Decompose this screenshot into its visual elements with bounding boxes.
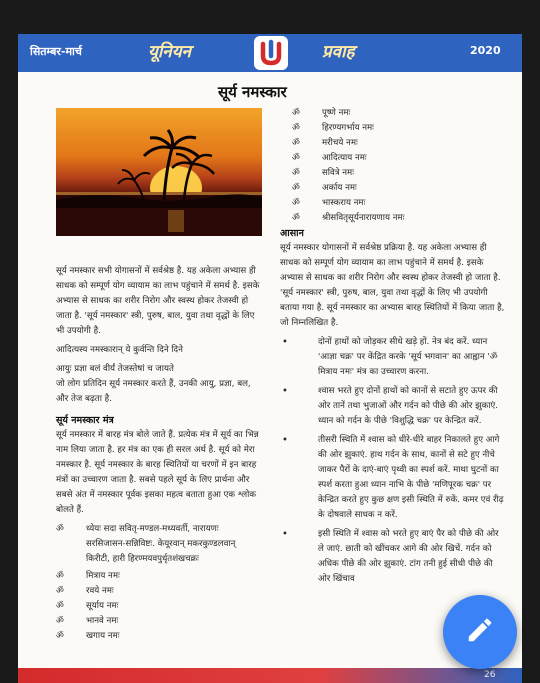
mantra-heading: सूर्य नमस्कार मंत्र [56, 415, 114, 426]
article-title: सूर्य नमस्कार [218, 83, 287, 101]
sanskrit-verse-1: आदित्यस्य नमस्कारान् ये कुर्वन्ति दिने दिने [56, 345, 183, 355]
benefit-paragraph: जो लोग प्रतिदिन सूर्य नमस्कार करते हैं, उनकी आयु, प्रज्ञा, बल, और तेज बढ़ता है. [56, 379, 251, 404]
dhyeya-line-3: किरीटी, हारी हिरण्मयवपुर्धृतशंखचक्रः [86, 554, 199, 564]
list-item: ॐ श्रीसवितृसूर्यनारायणाय नमः [292, 213, 405, 223]
list-item: ॐ पूष्णे नमः [292, 108, 351, 118]
list-item: • दोनों हाथों को जोड़कर सीधे खड़े हों. नेत्र बंद करें. ध्यान 'आज्ञा चक्र' पर केंद्रित करके 'सूर्य भगवान' का आह्वान 'ॐ मित्राय नमः' मंत्र का उच्चारण करना. [280, 335, 506, 380]
list-item: ॐ मित्राय नमः [56, 571, 120, 581]
issue-year: 2020 [470, 44, 501, 57]
list-item: ॐ भास्कराय नमः [292, 198, 366, 208]
list-item: ॐ रवये नमः [56, 586, 114, 596]
list-item: ॐ हिरण्यगर्भाय नमः [292, 123, 374, 133]
dhyeya-line-1: ध्येयः सदा सवितृ-मण्डल-मध्यवर्ती, नारायणः [86, 524, 219, 534]
om-symbol: ॐ [56, 524, 64, 534]
list-item: ॐ सूर्याय नमः [56, 601, 119, 611]
magazine-page [18, 34, 522, 683]
list-item: • तीसरी स्थिति में श्वास को धीरे-धीरे बाहर निकालते हुए आगे की ओर झुकाएं. हाथ गर्दन के साथ, कानों से सटे हुए नीचे जाकर पैरों के दाएं-बाएं पृथ्वी का स्पर्श करें. माथा घुटनों का स्पर्श करता हुआ ध्यान नाभि के पीछे 'मणिपूरक चक्र' पर केन्द्रित करते हुए कुछ क्षण इसी स्थिति में रुकें. कमर एवं रीढ़ के दोषवाले साधक न करें. [280, 433, 506, 523]
issue-period: सितम्बर-मार्च [30, 45, 82, 58]
list-item: ॐ सवित्रे नमः [292, 168, 354, 178]
dhyeya-block [56, 522, 262, 567]
brand-right: प्रवाह [322, 42, 355, 62]
list-item: • इसी स्थिति में श्वास को भरते हुए बाएं पैर को पीछे की ओर ले जाएं. छाती को खींचकर आगे की ओर खिचें. गर्दन को अधिक पीछे की ओर झुकाएं. टांग तनी हुई सीधी पीछे की ओर खिंचाव [280, 527, 506, 587]
page-number: 26 [484, 670, 496, 680]
right-column [280, 106, 506, 591]
mantra-list-left [56, 569, 262, 644]
intro-paragraph: सूर्य नमस्कार सभी योगासनों में सर्वश्रेष्ठ है. यह अकेला अभ्यास ही साधक को सम्पूर्ण योग व्यायाम का लाभ पहुंचाने में समर्थ है. इसके अभ्यास से साधक का शरीर निरोग और स्वस्थ होकर तेजस्वी हो जाता है. 'सूर्य नमस्कार' स्त्री, पुरुष, बाल, युवा तथा वृद्धों के लिए भी उपयोगी है. [56, 266, 260, 336]
mantra-paragraph: सूर्य नमस्कार में बारह मंत्र बोले जाते हैं. प्रत्येक मंत्र में सूर्य का भिन्न नाम लिया जाता है. हर मंत्र का एक ही सरल अर्थ है. सूर्य को मेरा नमस्कार है. सूर्य नमस्कार के बारह स्थितियों या चरणों में इन बारह मंत्रों का उच्चारण जाता है. सबसे पहले सूर्य के लिए प्रार्थना और सबसे अंत में नमस्कार पूर्वक इसका महत्व बताता हुआ एक श्लोक बोलते हैं. [56, 430, 259, 515]
brand-left: यूनियन [148, 42, 191, 62]
list-item: ॐ आदित्याय नमः [292, 153, 367, 163]
asana-paragraph: सूर्य नमस्कार योगासनों में सर्वश्रेष्ठ प्रक्रिया है. यह अकेला अभ्यास ही साधक को सम्पूर्ण योग व्यायाम का लाभ पहुंचाने में समर्थ है. इसके अभ्यास से साधक का शरीर निरोग और स्वस्थ होकर तेजस्वी हो जाता है. 'सूर्य नमस्कार' स्त्री, पुरुष, बाल, युवा तथा वृद्धों के लिए भी उपयोगी बताया गया है. सूर्य नमस्कार का अभ्यास बारह स्थितियों में किया जाता है, जो निम्नलिखित है. [280, 243, 505, 328]
union-logo-icon [254, 36, 288, 70]
asana-heading: आसान [280, 228, 304, 239]
edit-fab-button[interactable] [443, 595, 517, 669]
left-column [56, 264, 262, 644]
pencil-icon [465, 615, 495, 649]
list-item: ॐ भानवे नमः [56, 616, 119, 626]
list-item: ॐ मरीचये नमः [292, 138, 358, 148]
list-item: • श्वास भरते हुए दोनों हाथों को कानों से सटाते हुए ऊपर की ओर तानें तथा भुजाओं और गर्दन को पीछे की ओर झुकाएं. ध्यान को गर्दन के पीछे 'विशुद्धि चक्र' पर केन्द्रित करें. [280, 384, 506, 429]
sanskrit-verse-2: आयुः प्रज्ञा बलं वीर्यं तेजस्तेषां च जायते [56, 364, 174, 374]
sunset-photo [56, 108, 262, 236]
page-header [18, 34, 522, 72]
list-item: ॐ खगाय नमः [56, 631, 120, 641]
mantra-list-right [280, 106, 506, 226]
page-footer-band [18, 668, 522, 683]
list-item: ॐ अर्काय नमः [292, 183, 357, 193]
dhyeya-line-2: सरसिजासन-सन्निविष्टः. केयूरवान् मकरकुण्डलवान् [86, 539, 236, 549]
steps-list [280, 335, 506, 587]
